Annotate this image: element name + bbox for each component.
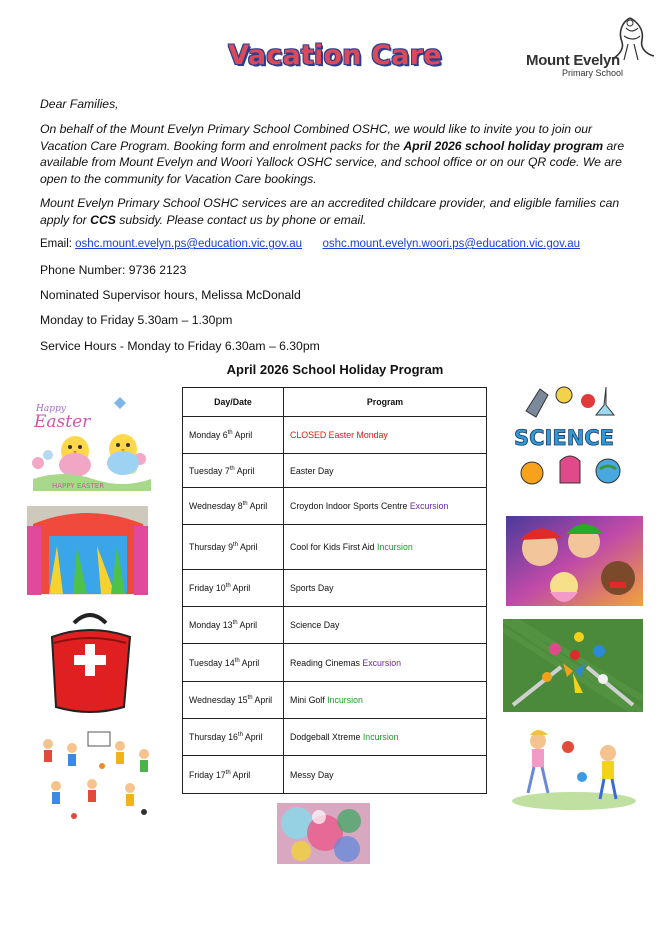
- table-row: [183, 719, 487, 756]
- accreditation-paragraph: [40, 195, 630, 228]
- row-date: Thursday 16th April: [183, 719, 284, 756]
- email-line: [40, 236, 630, 253]
- row-date: Friday 17th April: [183, 756, 284, 794]
- excursion-tag: Excursion: [409, 501, 449, 511]
- row-program: Sports Day: [284, 570, 487, 607]
- table-row: [183, 644, 487, 682]
- greeting: Dear Families,: [40, 97, 119, 111]
- row-date: Thursday 9th April: [183, 525, 284, 570]
- service-hours: Service Hours - Monday to Friday 6.30am – 6.30pm: [40, 339, 320, 353]
- ccs-bold: CCS: [90, 212, 116, 227]
- row-program: Dodgeball Xtreme Incursion: [284, 719, 487, 756]
- accreditation-text-a: Mount Evelyn Primary School OSHC services are an accredited childcare provider, and eligible families can apply for: [40, 196, 620, 227]
- email-label: Email:: [40, 238, 76, 250]
- email-link-mount-evelyn[interactable]: oshc.mount.evelyn.ps@education.vic.gov.au: [75, 238, 303, 250]
- row-date: Tuesday 7th April: [183, 454, 284, 488]
- intro-text-bold: April 2026 school holiday program: [403, 138, 604, 153]
- row-date: Monday 13th April: [183, 607, 284, 644]
- mini-golf-image: [503, 619, 643, 712]
- easter-text-small: Happy: [36, 404, 66, 414]
- logo-subtitle: Primary School: [562, 68, 624, 78]
- row-program: CLOSED Easter Monday: [284, 417, 487, 454]
- row-date: Tuesday 14th April: [183, 644, 284, 682]
- row-program: Croydon Indoor Sports Centre Excursion: [284, 488, 487, 525]
- supervisor-hours: Monday to Friday 5.30am – 1.30pm: [40, 313, 233, 327]
- kids-sports-image: [34, 728, 158, 824]
- easter-text-large: Easter: [34, 412, 91, 432]
- row-date: Friday 10th April: [183, 570, 284, 607]
- row-program: Mini Golf Incursion: [284, 682, 487, 719]
- row-program: Messy Day: [284, 756, 487, 794]
- email-link-woori-yallock[interactable]: oshc.mount.evelyn.woori.ps@education.vic.gov.au: [322, 238, 581, 250]
- page-title: Vacation Care: [228, 40, 442, 71]
- table-header-row: [183, 388, 487, 417]
- incursion-tag: Incursion: [377, 542, 413, 552]
- row-program: Cool for Kids First Aid Incursion: [284, 525, 487, 570]
- dodgeball-kids-image: [508, 727, 640, 810]
- table-row: [183, 607, 487, 644]
- table-row: [183, 682, 487, 719]
- table-row: [183, 570, 487, 607]
- table-row: [183, 454, 487, 488]
- first-aid-kit-image: [44, 603, 136, 715]
- super-mario-movie-image: [506, 516, 643, 606]
- program-table: [182, 387, 487, 794]
- incursion-tag: Incursion: [327, 695, 363, 705]
- table-row: [183, 756, 487, 794]
- table-row: [183, 525, 487, 570]
- accreditation-text-b: subsidy. Please contact us by phone or email.: [115, 212, 367, 227]
- row-date: Wednesday 15th April: [183, 682, 284, 719]
- intro-text-a: On behalf of the Mount Evelyn Primary School Combined OSHC, we would like to invite you to join our Vacation Care Program. Booking form and enrolment packs for the: [40, 122, 593, 153]
- supervisor-line: Nominated Supervisor hours, Melissa McDonald: [40, 288, 301, 302]
- table-row: [183, 417, 487, 454]
- row-program: Reading Cinemas Excursion: [284, 644, 487, 682]
- row-program: Easter Day: [284, 454, 487, 488]
- incursion-tag: Incursion: [362, 732, 399, 742]
- program-heading: April 2026 School Holiday Program: [226, 362, 444, 377]
- excursion-tag: Excursion: [362, 657, 401, 668]
- science-word: SCIENCE: [514, 426, 615, 450]
- messy-day-paint-image: [277, 803, 370, 864]
- row-date: Monday 6th April: [183, 417, 284, 454]
- science-image: [510, 381, 631, 496]
- school-logo: [524, 14, 660, 80]
- easter-chicks-image: [28, 393, 152, 491]
- table-row: [183, 488, 487, 525]
- column-header-day: Day/Date: [183, 388, 284, 417]
- logo-name: Mount Evelyn: [526, 52, 620, 69]
- inflatable-slide-image: [27, 506, 148, 595]
- easter-footer-text: HAPPY EASTER: [52, 482, 105, 490]
- phone-number: Phone Number: 9736 2123: [40, 263, 187, 277]
- row-program: Science Day: [284, 607, 487, 644]
- intro-paragraph: [40, 121, 630, 187]
- intro-text-b: are available from Mount Evelyn and Woori Yallock OSHC service, and school office or on our QR code. We are open to the community for Vacation Care bookings.: [40, 138, 625, 186]
- row-date: Wednesday 8th April: [183, 488, 284, 525]
- column-header-program: Program: [284, 388, 487, 417]
